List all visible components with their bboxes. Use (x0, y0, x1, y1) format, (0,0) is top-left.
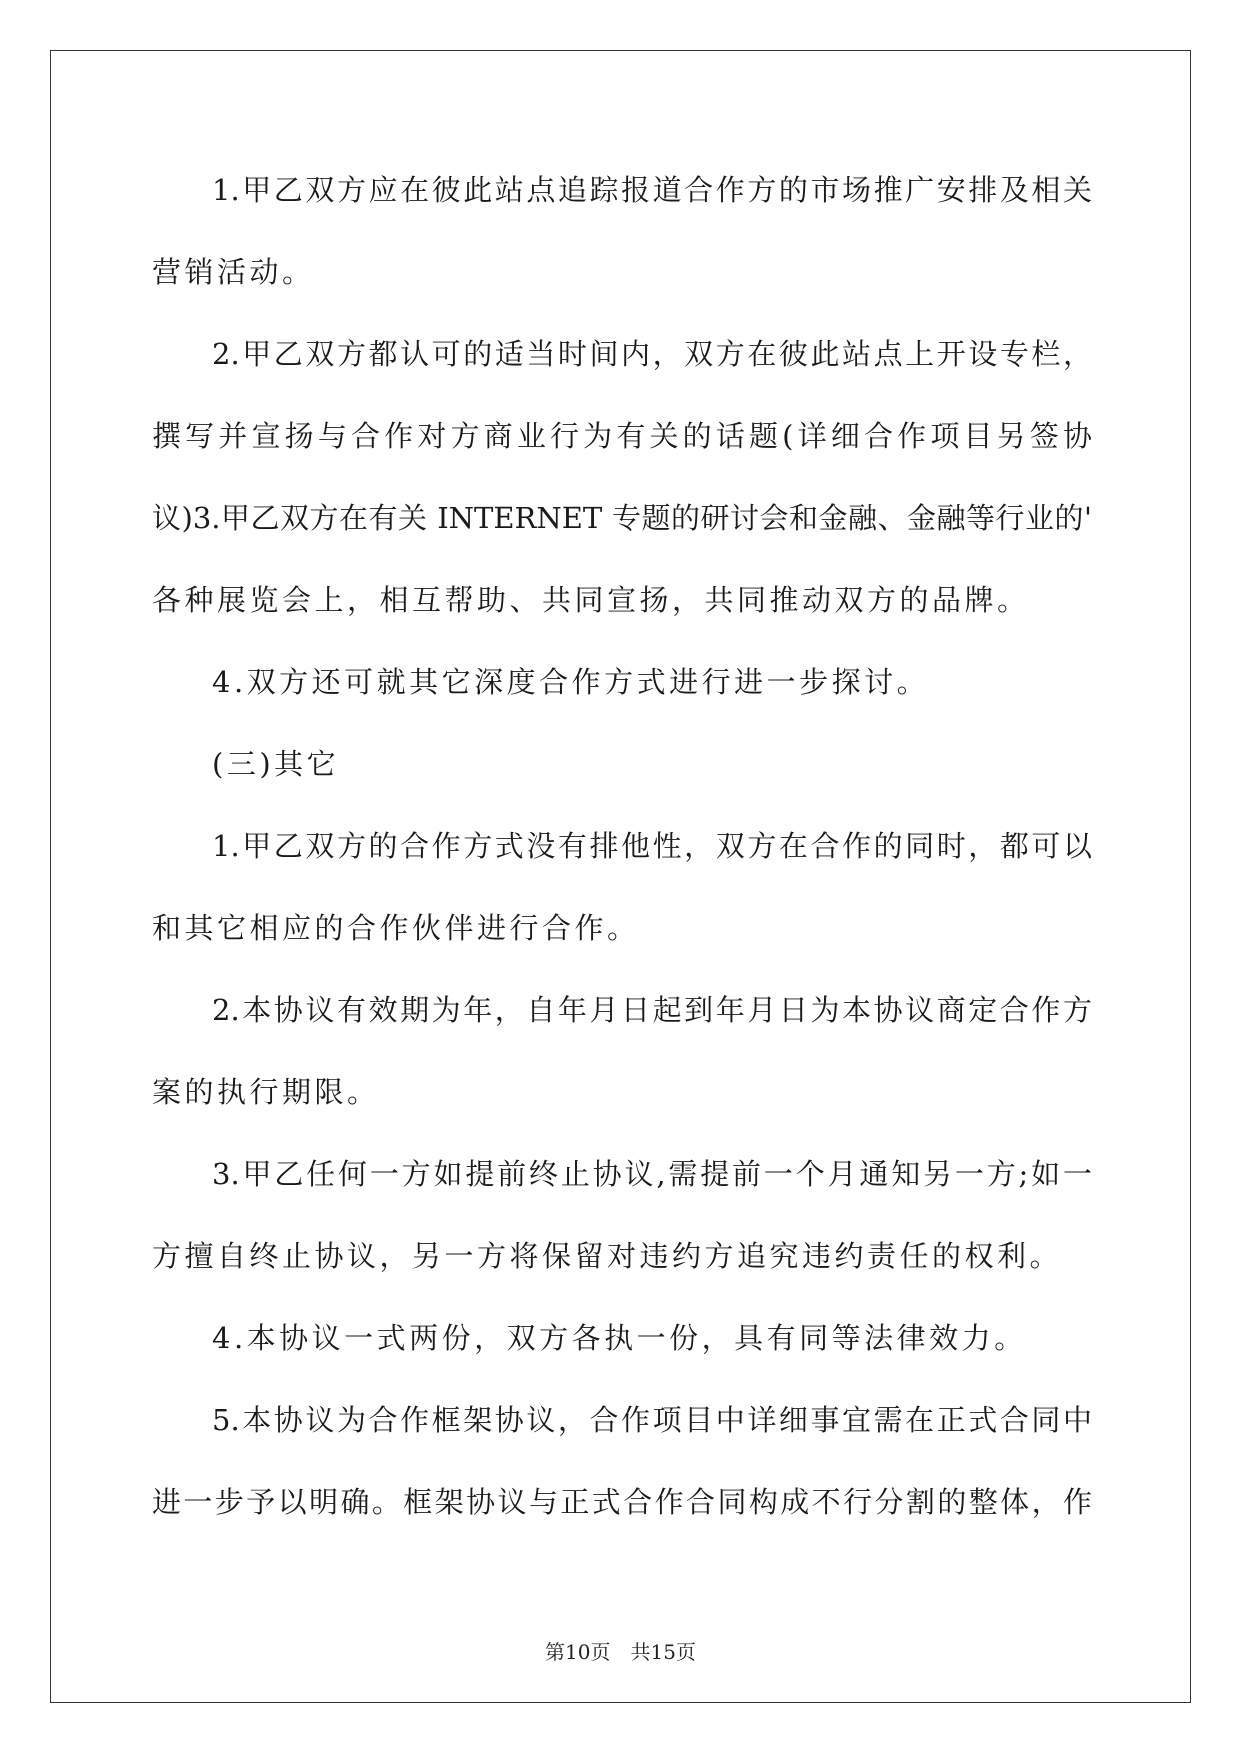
paragraph-line: 1.甲乙双方应在彼此站点追踪报道合作方的市场推广安排及相关 (212, 173, 1092, 207)
paragraph-line: 5.本协议为合作框架协议，合作项目中详细事宜需在正式合同中 (212, 1403, 1092, 1437)
paragraph-line: 议)3.甲乙双方在有关 INTERNET 专题的研讨会和金融、金融等行业的' (152, 501, 1092, 535)
paragraph-line: 进一步予以明确。框架协议与正式合作合同构成不行分割的整体，作 (152, 1485, 1092, 1519)
paragraph-line: 1.甲乙双方的合作方式没有排他性，双方在合作的同时，都可以 (212, 829, 1092, 863)
paragraph-line: 4.双方还可就其它深度合作方式进行进一步探讨。 (212, 665, 930, 699)
page-number: 第10页 共15页 (545, 1640, 696, 1664)
paragraph-line: 案的执行期限。 (152, 1075, 380, 1109)
paragraph-line: 方擅自终止协议，另一方将保留对违约方追究违约责任的权利。 (152, 1239, 1063, 1273)
paragraph-line: 3.甲乙任何一方如提前终止协议,需提前一个月通知另一方;如一 (212, 1157, 1092, 1191)
paragraph-line: 2.甲乙双方都认可的适当时间内，双方在彼此站点上开设专栏， (212, 337, 1092, 371)
paragraph-line: 撰写并宣扬与合作对方商业行为有关的话题(详细合作项目另签协 (152, 419, 1092, 453)
paragraph-line: 4.本协议一式两份，双方各执一份，具有同等法律效力。 (212, 1321, 1027, 1355)
section-heading: (三)其它 (212, 747, 340, 781)
page-border (50, 50, 1191, 1703)
paragraph-line: 和其它相应的合作伙伴进行合作。 (152, 911, 640, 945)
paragraph-line: 各种展览会上，相互帮助、共同宣扬，共同推动双方的品牌。 (152, 583, 1030, 617)
paragraph-line: 营销活动。 (152, 255, 315, 289)
paragraph-line: 2.本协议有效期为年，自年月日起到年月日为本协议商定合作方 (212, 993, 1092, 1027)
